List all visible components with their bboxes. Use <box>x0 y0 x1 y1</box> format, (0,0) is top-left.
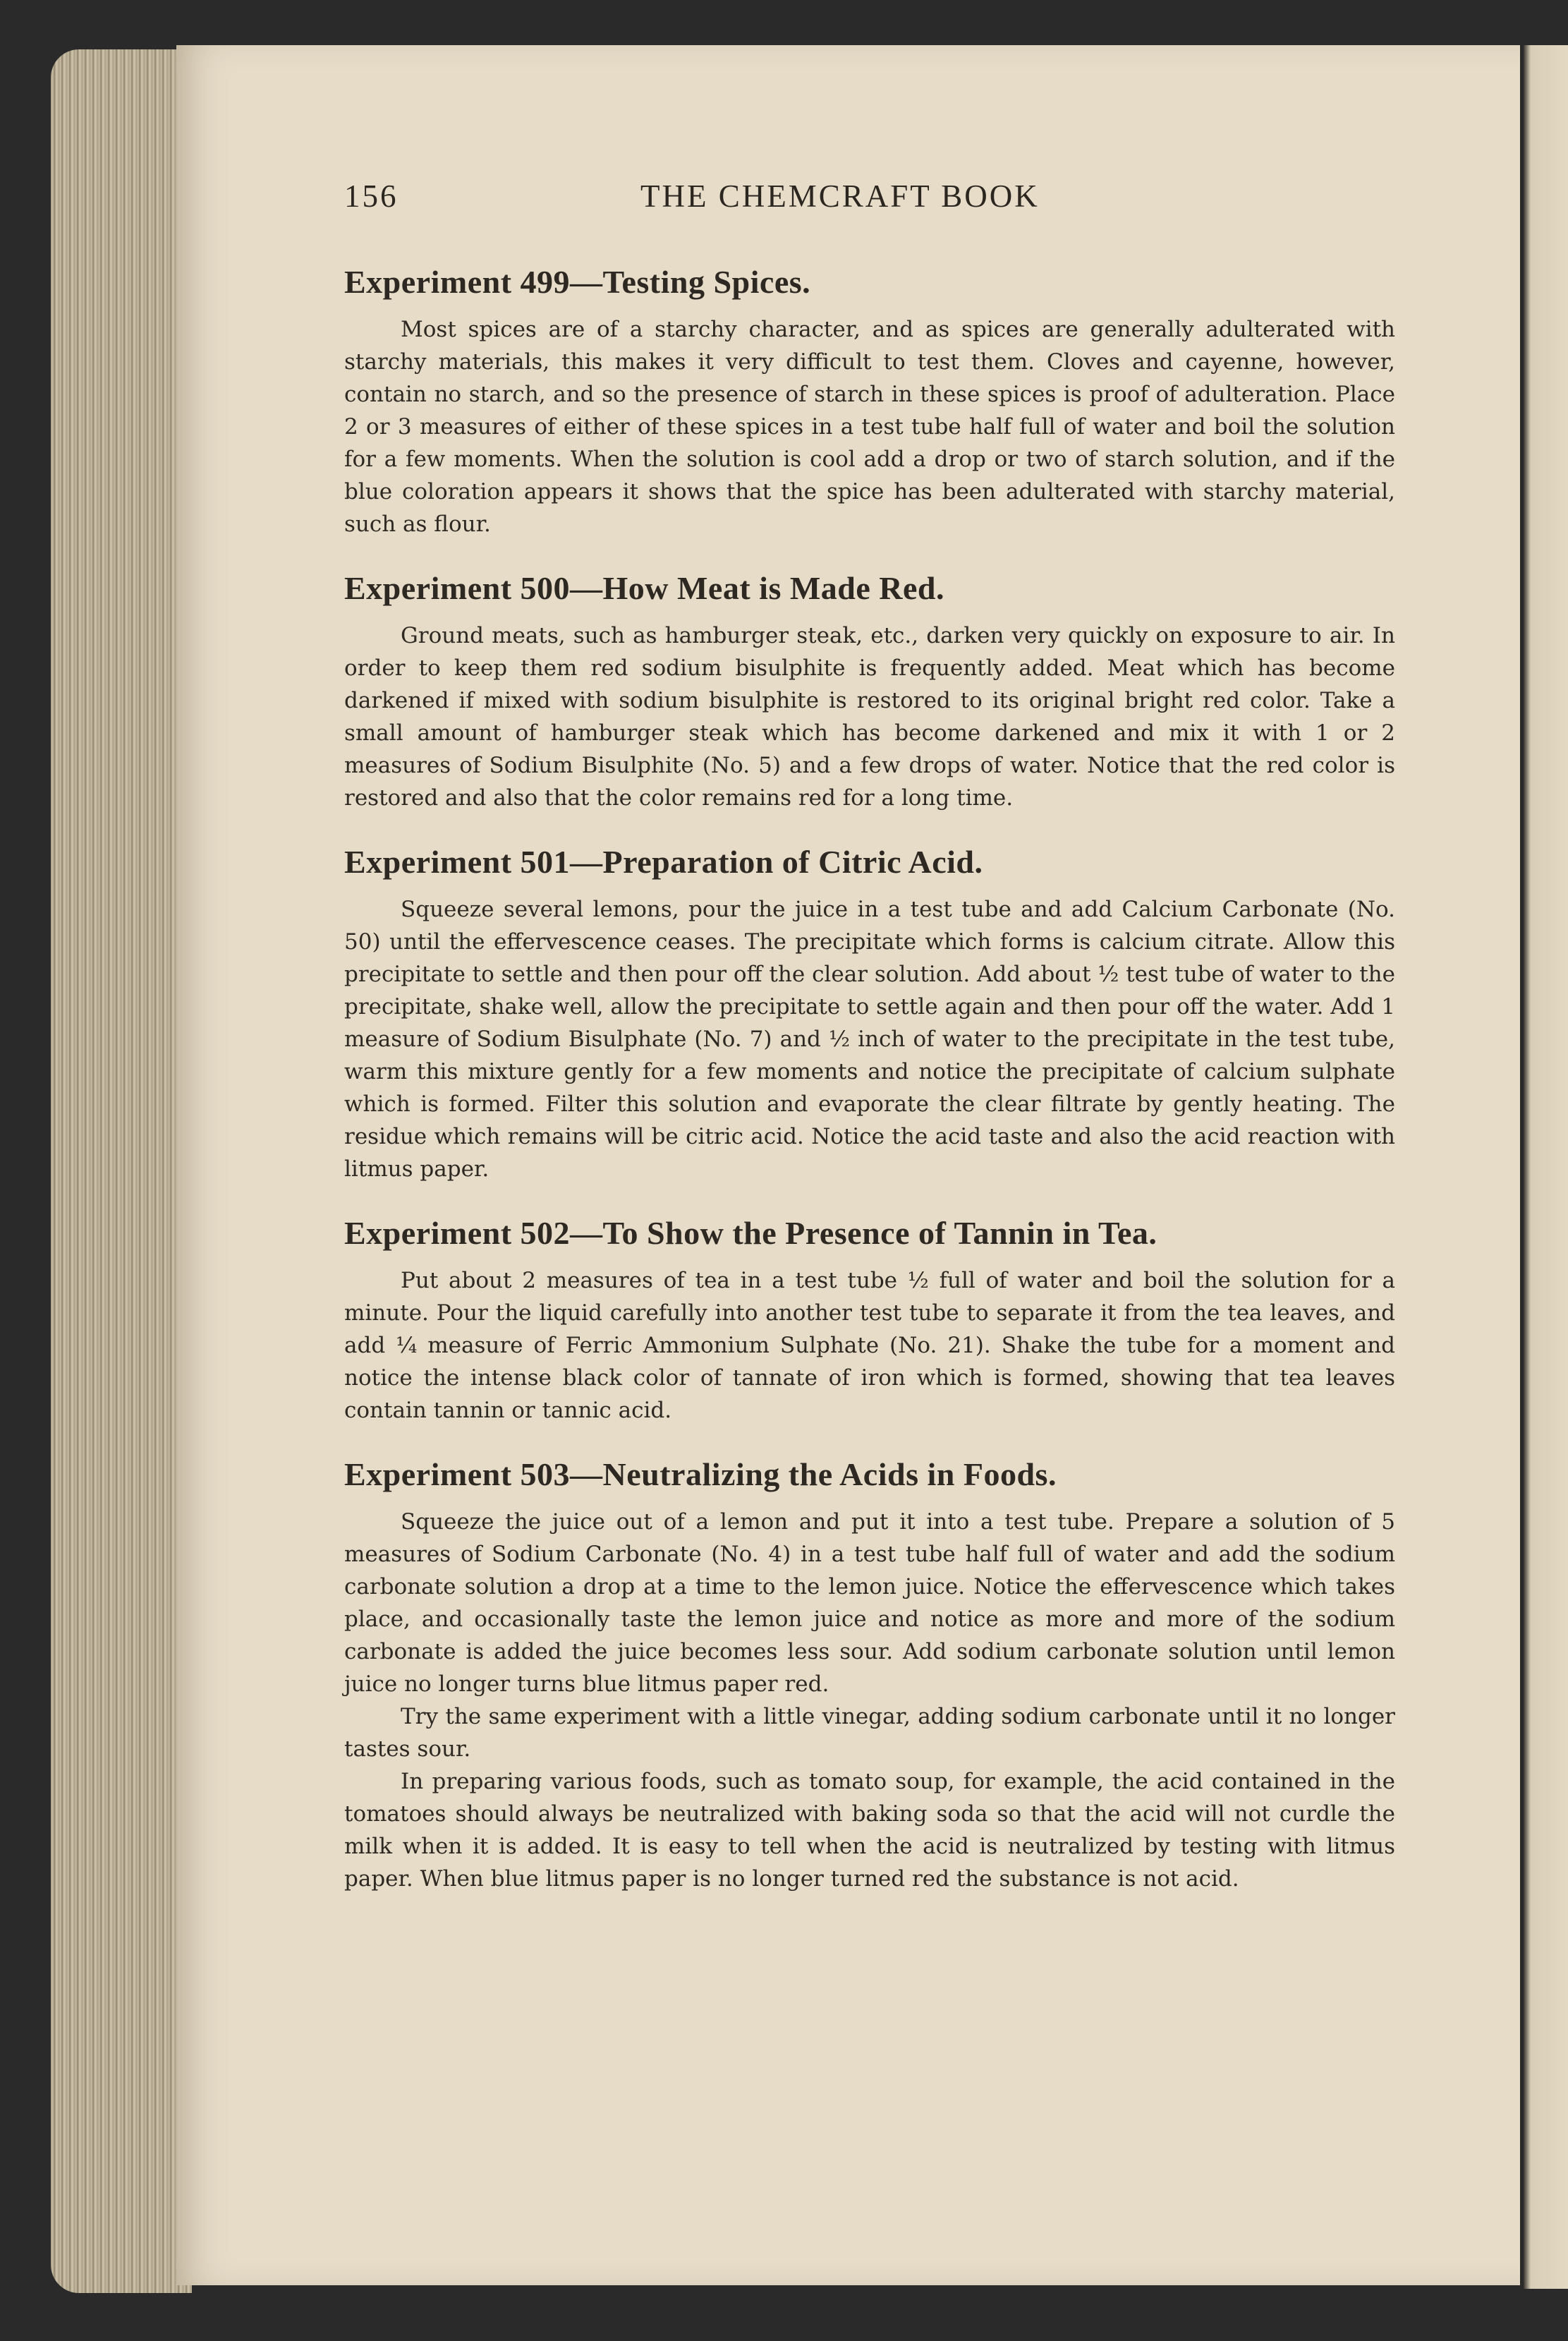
experiment-heading: Experiment 503—Neutralizing the Acids in Foods. <box>344 1456 1057 1492</box>
experiment-heading: Experiment 501—Preparation of Citric Acid. <box>344 844 983 880</box>
experiment-paragraph: Squeeze several lemons, pour the juice in a test tube and add Calcium Carbonate (No. 50) until the effervescence ceases. The precipitate which forms is calcium citrate. Allow this precipitate to settle and then pour off the clear solution. Add about ½ test tube of water to the precipitate, shake well, allow the precipitate to settle again and then pour off the water. Add 1 measure of Sodium Bisulphate (No. 7) and ½ inch of water to the precipitate in the test tube, warm this mixture gently for a few moments and notice the precipitate of calcium sulphate which is formed. Filter this solution and evaporate the clear filtrate by gently heating. The residue which remains will be citric acid. Notice the acid taste and also the acid reaction with litmus paper. <box>344 897 1395 1182</box>
page-body <box>344 261 1395 1922</box>
running-header <box>344 178 1099 220</box>
experiment-500 <box>344 567 1395 814</box>
experiment-paragraph: In preparing various foods, such as tomato soup, for example, the acid contained in the tomatoes should always be neutralized with baking soda so that the acid will not curdle the milk when it is added. It is easy to tell when the acid is neutralized by testing with litmus paper. When blue litmus paper is no longer turned red the substance is not acid. <box>344 1769 1395 1892</box>
experiment-503 <box>344 1453 1395 1895</box>
experiment-paragraph: Squeeze the juice out of a lemon and put it into a test tube. Prepare a solution of 5 measures of Sodium Carbonate (No. 4) in a test tube half full of water and add the sodium carbonate solution a drop at a time to the lemon juice. Notice the effervescence which takes place, and occasionally taste the lemon juice and notice as more and more of the sodium carbonate is added the juice becomes less sour. Add sodium carbonate solution until lemon juice no longer turns blue litmus paper red. <box>344 1509 1395 1697</box>
experiment-paragraph: Put about 2 measures of tea in a test tube ½ full of water and boil the solution for a minute. Pour the liquid carefully into another test tube to separate it from the tea leaves, and add ¼ measure of Ferric Ammonium Sulphate (No. 21). Shake the tube for a moment and notice the intense black color of tannate of iron which is formed, showing that tea leaves contain tannin or tannic acid. <box>344 1268 1395 1423</box>
facing-page-edge <box>1524 45 1568 2289</box>
book-title: THE CHEMCRAFT BOOK <box>640 179 1040 214</box>
experiment-heading: Experiment 502—To Show the Presence of Tannin in Tea. <box>344 1215 1157 1251</box>
experiment-paragraph: Ground meats, such as hamburger steak, etc., darken very quickly on exposure to air. In order to keep them red sodium bisulphite is frequently added. Meat which has become darkened if mixed with sodium bisulphite is restored to its original bright red color. Take a small amount of hamburger steak which has become darkened and mix it with 1 or 2 measures of Sodium Bisulphite (No. 5) and a few drops of water. Notice that the red color is restored and also that the color remains red for a long time. <box>344 623 1395 811</box>
experiment-heading: Experiment 499—Testing Spices. <box>344 264 811 300</box>
experiment-paragraph: Most spices are of a starchy character, and as spices are generally adulterated with starchy materials, this makes it very difficult to test them. Cloves and cayenne, however, contain no starch, and so the presence of starch in these spices is proof of adulteration. Place 2 or 3 measures of either of these spices in a test tube half full of water and boil the solution for a few moments. When the solution is cool add a drop or two of starch solution, and if the blue coloration appears it shows that the spice has been adulterated with starchy material, such as flour. <box>344 317 1395 537</box>
experiment-499 <box>344 261 1395 540</box>
experiment-paragraph: Try the same experiment with a little vinegar, adding sodium carbonate until it no longer tastes sour. <box>344 1704 1395 1762</box>
experiment-502 <box>344 1212 1395 1427</box>
experiment-heading: Experiment 500—How Meat is Made Red. <box>344 570 944 606</box>
page-edges <box>51 49 192 2293</box>
page-number: 156 <box>344 179 399 214</box>
experiment-501 <box>344 841 1395 1185</box>
